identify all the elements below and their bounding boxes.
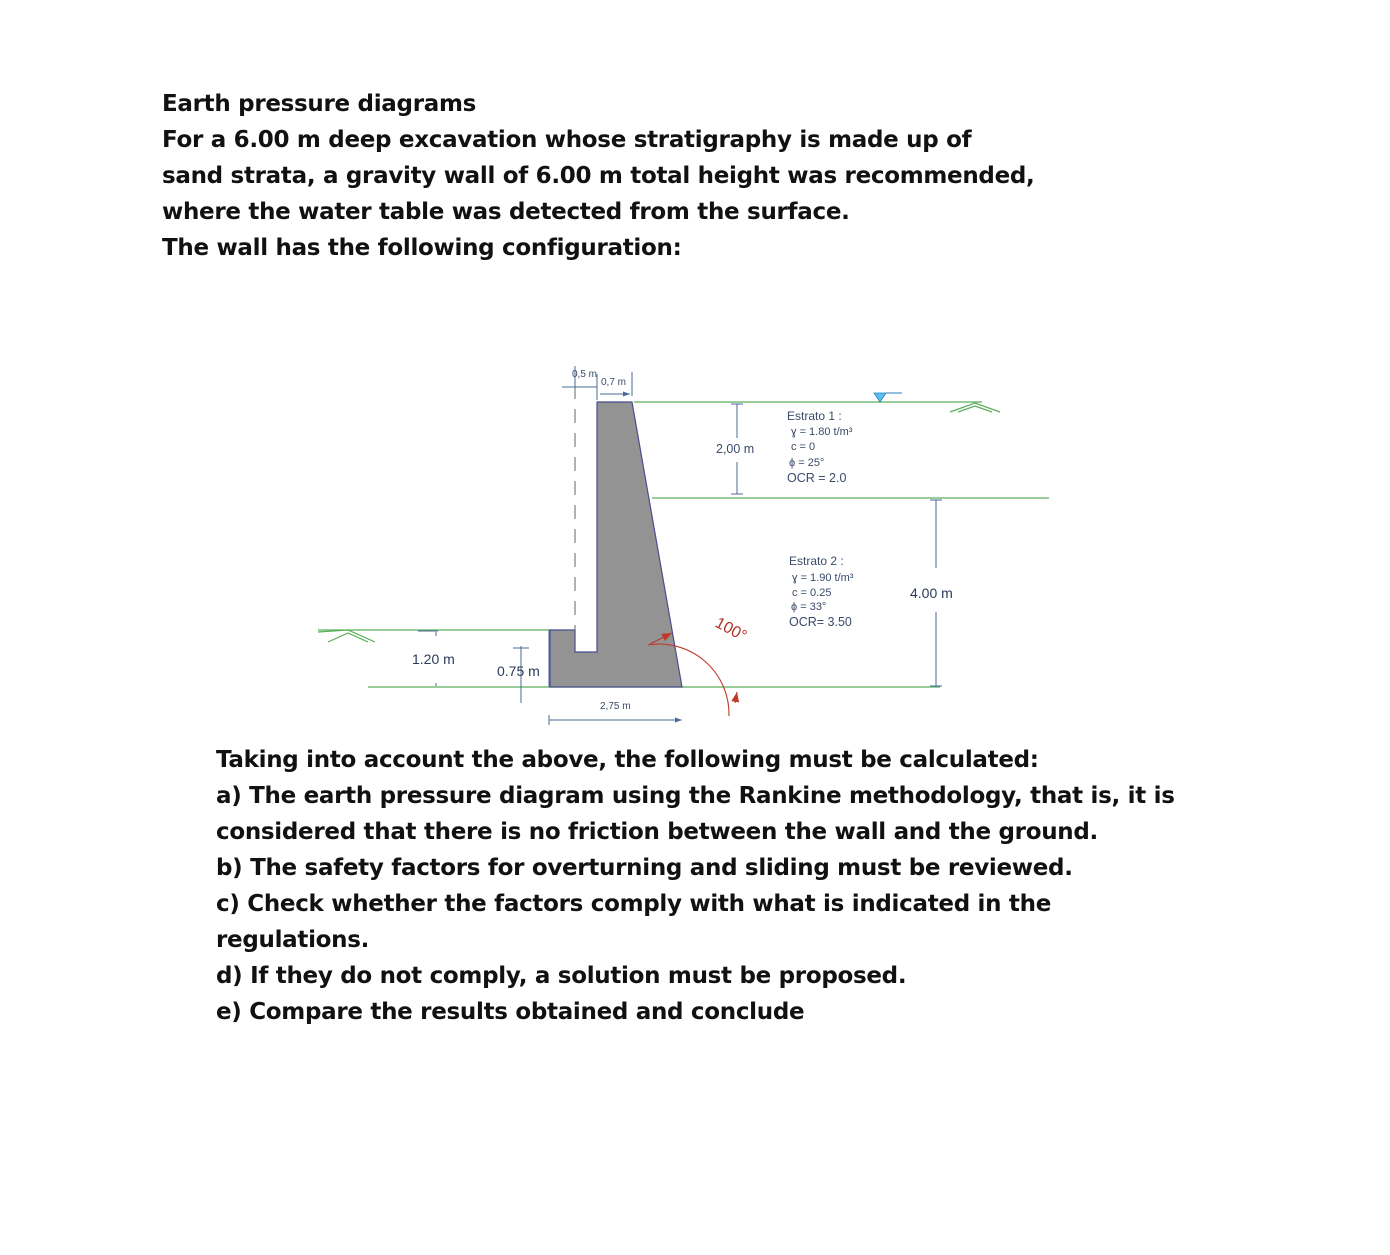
intro-line-4: The wall has the following configuration: (162, 235, 682, 261)
task-e: e) Compare the results obtained and conclude (216, 999, 805, 1025)
task-d: d) If they do not comply, a solution must be proposed. (216, 963, 907, 989)
stratum1-ocr: OCR = 2.0 (787, 471, 847, 485)
task-intro: Taking into account the above, the following must be calculated: (216, 747, 1039, 773)
water-table-marker (874, 393, 902, 402)
angle-arrow-bottom (735, 692, 737, 703)
dim-stratum2-height-label: 4.00 m (910, 585, 953, 601)
stratum2-ocr: OCR= 3.50 (789, 615, 852, 629)
stratum2-gamma: ɣ = 1.90 t/m³ (792, 572, 854, 584)
stratum1-c: c = 0 (791, 441, 816, 453)
stratum2-c: c = 0.25 (792, 587, 832, 599)
stratum2-name: Estrato 2 : (789, 554, 844, 568)
stratum1-gamma: ɣ = 1.80 t/m³ (791, 426, 853, 438)
task-a-line-1: a) The earth pressure diagram using the Rankine methodology, that is, it is (216, 783, 1175, 809)
dim-base-width-label: 2,75 m (600, 701, 631, 712)
stratum1-properties (787, 409, 853, 485)
stratum2-properties (789, 554, 854, 629)
dim-top-left-label: 0,5 m (572, 369, 598, 380)
intro-line-1: For a 6.00 m deep excavation whose stratigraphy is made up of (162, 127, 972, 153)
task-c-line-1: c) Check whether the factors comply with what is indicated in the (216, 891, 1051, 917)
task-b: b) The safety factors for overturning and sliding must be reviewed. (216, 855, 1073, 881)
stratum1-name: Estrato 1 : (787, 409, 842, 423)
task-list (216, 742, 1216, 1030)
dim-toe-height-label: 0.75 m (497, 663, 540, 679)
stratum2-phi: ϕ = 33° (791, 601, 827, 613)
intro-line-2: sand strata, a gravity wall of 6.00 m total height was recommended, (162, 163, 1035, 189)
dim-front-height-label: 1.20 m (412, 651, 455, 667)
dim-stratum1-height-label: 2,00 m (716, 442, 755, 456)
task-a-line-2: considered that there is no friction between the wall and the ground. (216, 819, 1098, 845)
page-title: Earth pressure diagrams (162, 91, 477, 117)
stratum1-phi: ϕ = 25° (789, 457, 825, 469)
base-width-dimension (549, 715, 682, 725)
ground-symbol-right (950, 403, 1000, 412)
dim-top-crest-label: 0,7 m (601, 377, 627, 388)
task-c-line-2: regulations. (216, 927, 370, 953)
intro-line-3: where the water table was detected from the surface. (162, 199, 850, 225)
ground-symbol-left (318, 630, 375, 642)
angle-label: 100° (712, 614, 750, 646)
